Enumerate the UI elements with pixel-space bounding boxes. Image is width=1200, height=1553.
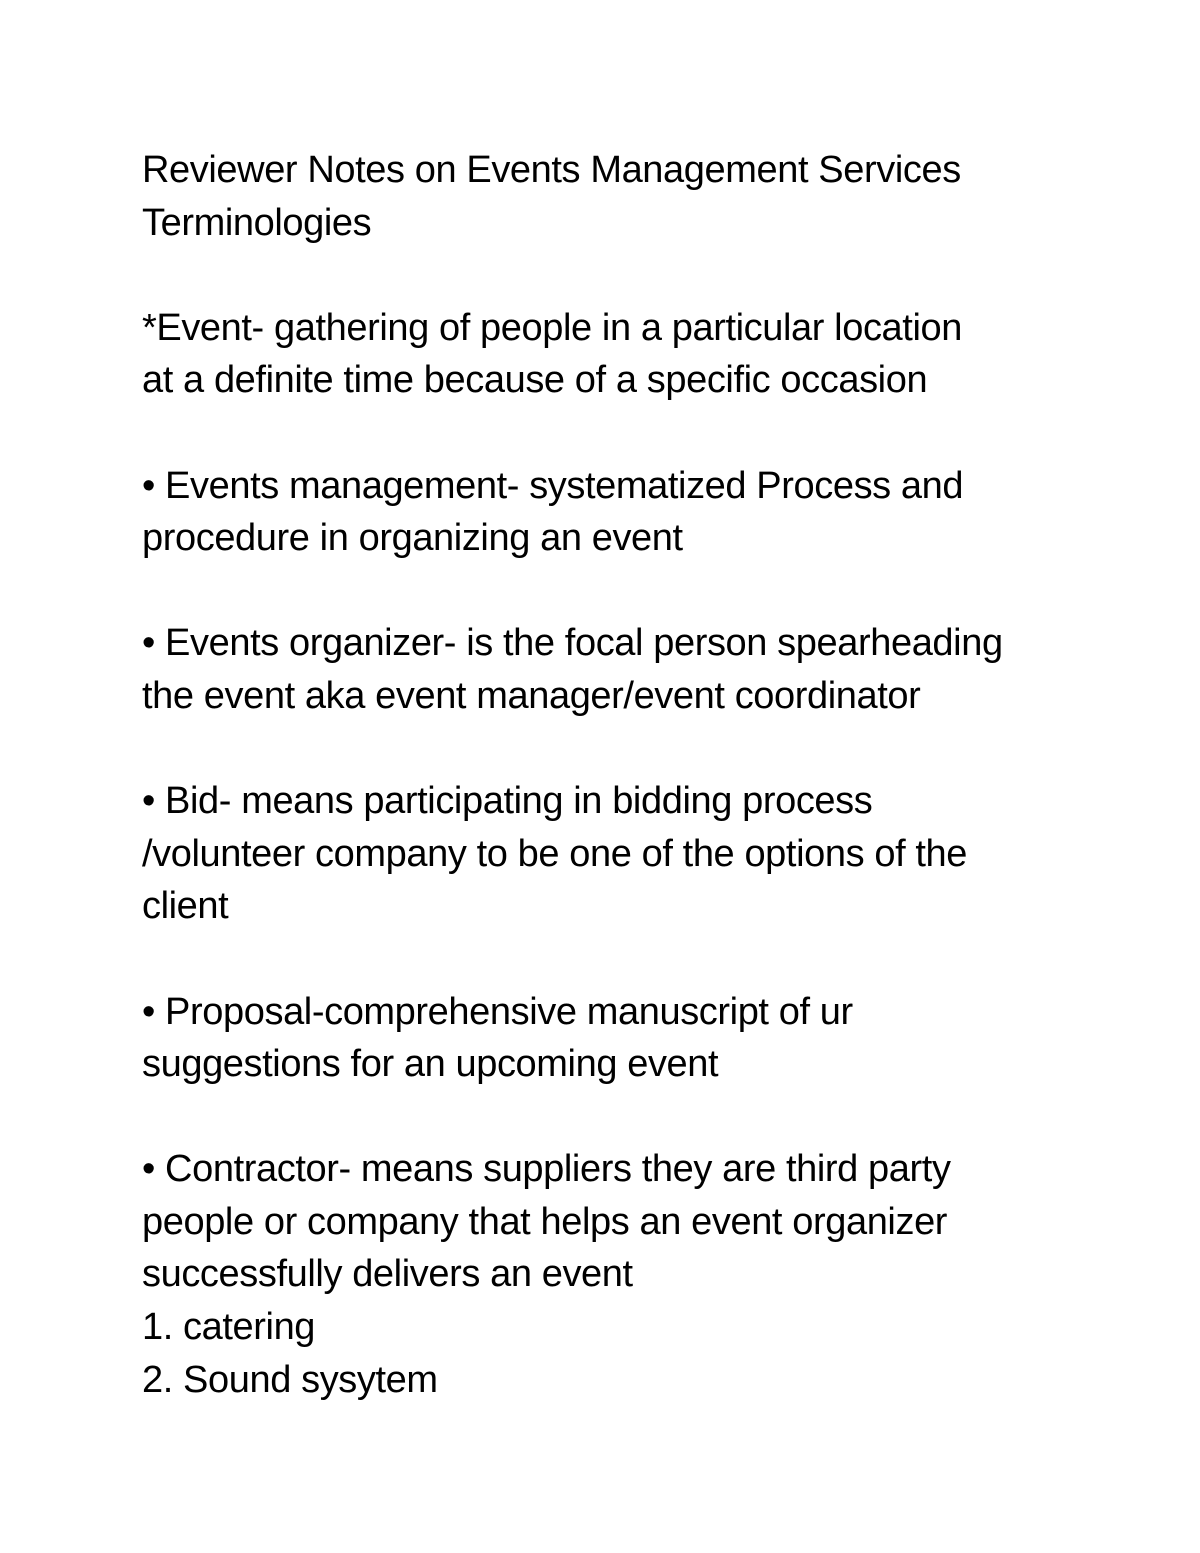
paragraph-spacer [142, 723, 1082, 776]
term-events-organizer [142, 617, 1082, 722]
term-line: the event aka event manager/event coordinator [142, 674, 921, 717]
term-line: • Proposal-comprehensive manuscript of ur [142, 990, 853, 1033]
term-line: people or company that helps an event organizer [142, 1200, 948, 1243]
paragraph-spacer [142, 407, 1082, 460]
title-line: Reviewer Notes on Events Management Services [142, 149, 961, 191]
term-line: at a definite time because of a specific occasion [142, 359, 928, 402]
term-line: • Events organizer- is the focal person spearheading [142, 622, 1003, 665]
term-line: successfully delivers an event [142, 1253, 633, 1296]
paragraph-spacer [142, 933, 1082, 986]
title-line: Terminologies [142, 201, 372, 244]
term-line: • Contractor- means suppliers they are third party [142, 1148, 951, 1191]
paragraph-spacer [142, 565, 1082, 618]
term-line: /volunteer company to be one of the options of the [142, 832, 968, 875]
term-line: • Events management- systematized Process and [142, 464, 964, 507]
term-contractor [142, 1143, 1082, 1406]
list-item: 2. Sound sysytem [142, 1358, 438, 1401]
term-line: • Bid- means participating in bidding process [142, 780, 873, 823]
document-title [142, 144, 1082, 249]
term-bid [142, 775, 1082, 933]
document-body [142, 144, 1082, 1406]
term-line: suggestions for an upcoming event [142, 1043, 719, 1086]
term-line: procedure in organizing an event [142, 517, 683, 560]
list-item: 1. catering [142, 1306, 316, 1349]
term-proposal [142, 986, 1082, 1091]
term-event [142, 302, 1082, 407]
term-events-management [142, 460, 1082, 565]
term-line: *Event- gathering of people in a particular location [142, 306, 962, 349]
term-line: client [142, 885, 229, 928]
paragraph-spacer [142, 249, 1082, 302]
paragraph-spacer [142, 1091, 1082, 1144]
